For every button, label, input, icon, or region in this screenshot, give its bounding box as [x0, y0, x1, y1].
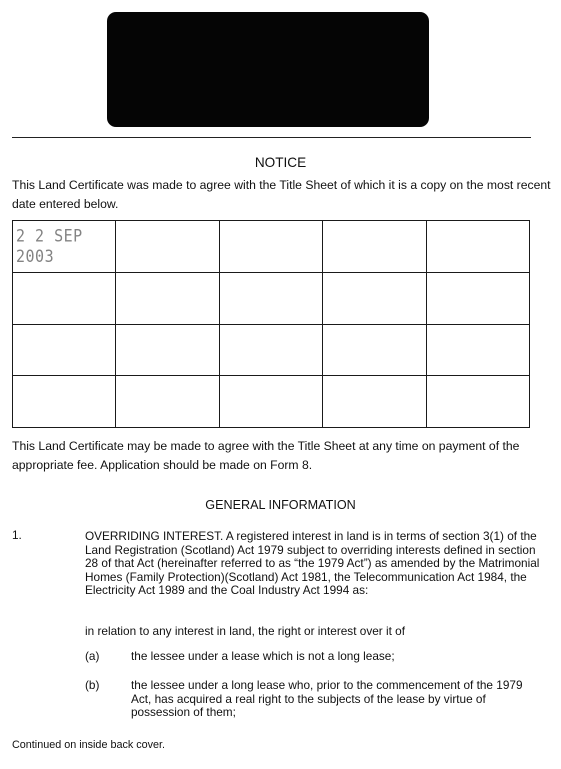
subitem-text: the lessee under a lease which is not a long lease; [131, 649, 395, 663]
table-cell [116, 376, 219, 428]
table-cell [323, 272, 426, 324]
table-row [13, 324, 530, 376]
table-cell [426, 324, 529, 376]
table-cell [13, 324, 116, 376]
overriding-interest-text: OVERRIDING INTEREST. A registered interest in land is in terms of section 3(1) of the Land Registration (Scotland) Act 1979 subject to overriding interests defined in section 28 of that Act (hereinafter referred to as “the 1979 Act”) as amended by the Matrimonial Homes (Family Protection)(Scotland) Act 1981, the Telecommunication Act 1984, the Electricity Act 1989 and the Coal Industry Act 1994 as: [85, 529, 540, 597]
table-row [13, 376, 530, 428]
table-cell [426, 272, 529, 324]
table-cell [13, 272, 116, 324]
notice-heading: NOTICE [254, 155, 307, 170]
table-cell [116, 272, 219, 324]
table-cell [13, 376, 116, 428]
redacted-header-block [107, 12, 429, 127]
table-cell [219, 376, 322, 428]
table-cell [426, 221, 529, 273]
item-number: 1. [12, 528, 22, 542]
table-cell [219, 272, 322, 324]
table-cell [116, 324, 219, 376]
table-cell [116, 221, 219, 273]
continued-note: Continued on inside back cover. [12, 739, 166, 751]
subitem-marker: (b) [85, 678, 100, 692]
notice-intro: This Land Certificate was made to agree with the Title Sheet of which it is a copy on the most recent date entered below. [12, 178, 551, 211]
table-cell [219, 221, 322, 273]
table-cell [323, 324, 426, 376]
table-cell [13, 221, 116, 273]
table-cell [323, 221, 426, 273]
table-cell [323, 376, 426, 428]
after-table-text: This Land Certificate may be made to agree with the Title Sheet at any time on payment of the appropriate fee. Application should be made on Form 8. [12, 439, 520, 472]
table-row [13, 272, 530, 324]
relation-text: in relation to any interest in land, the right or interest over it of [85, 624, 405, 638]
subitem-text: the lessee under a long lease who, prior to the commencement of the 1979 Act, has acquired a real right to the subjects of the lease by virtue of possession of them; [131, 678, 523, 719]
table-cell [426, 376, 529, 428]
date-table [12, 220, 530, 428]
general-information-heading: GENERAL INFORMATION [205, 498, 356, 512]
table-row [13, 221, 530, 273]
table-cell [219, 324, 322, 376]
subitem-marker: (a) [85, 649, 100, 663]
header-divider [12, 137, 531, 138]
date-stamp: 2 2 SEP 2003 [16, 225, 83, 267]
